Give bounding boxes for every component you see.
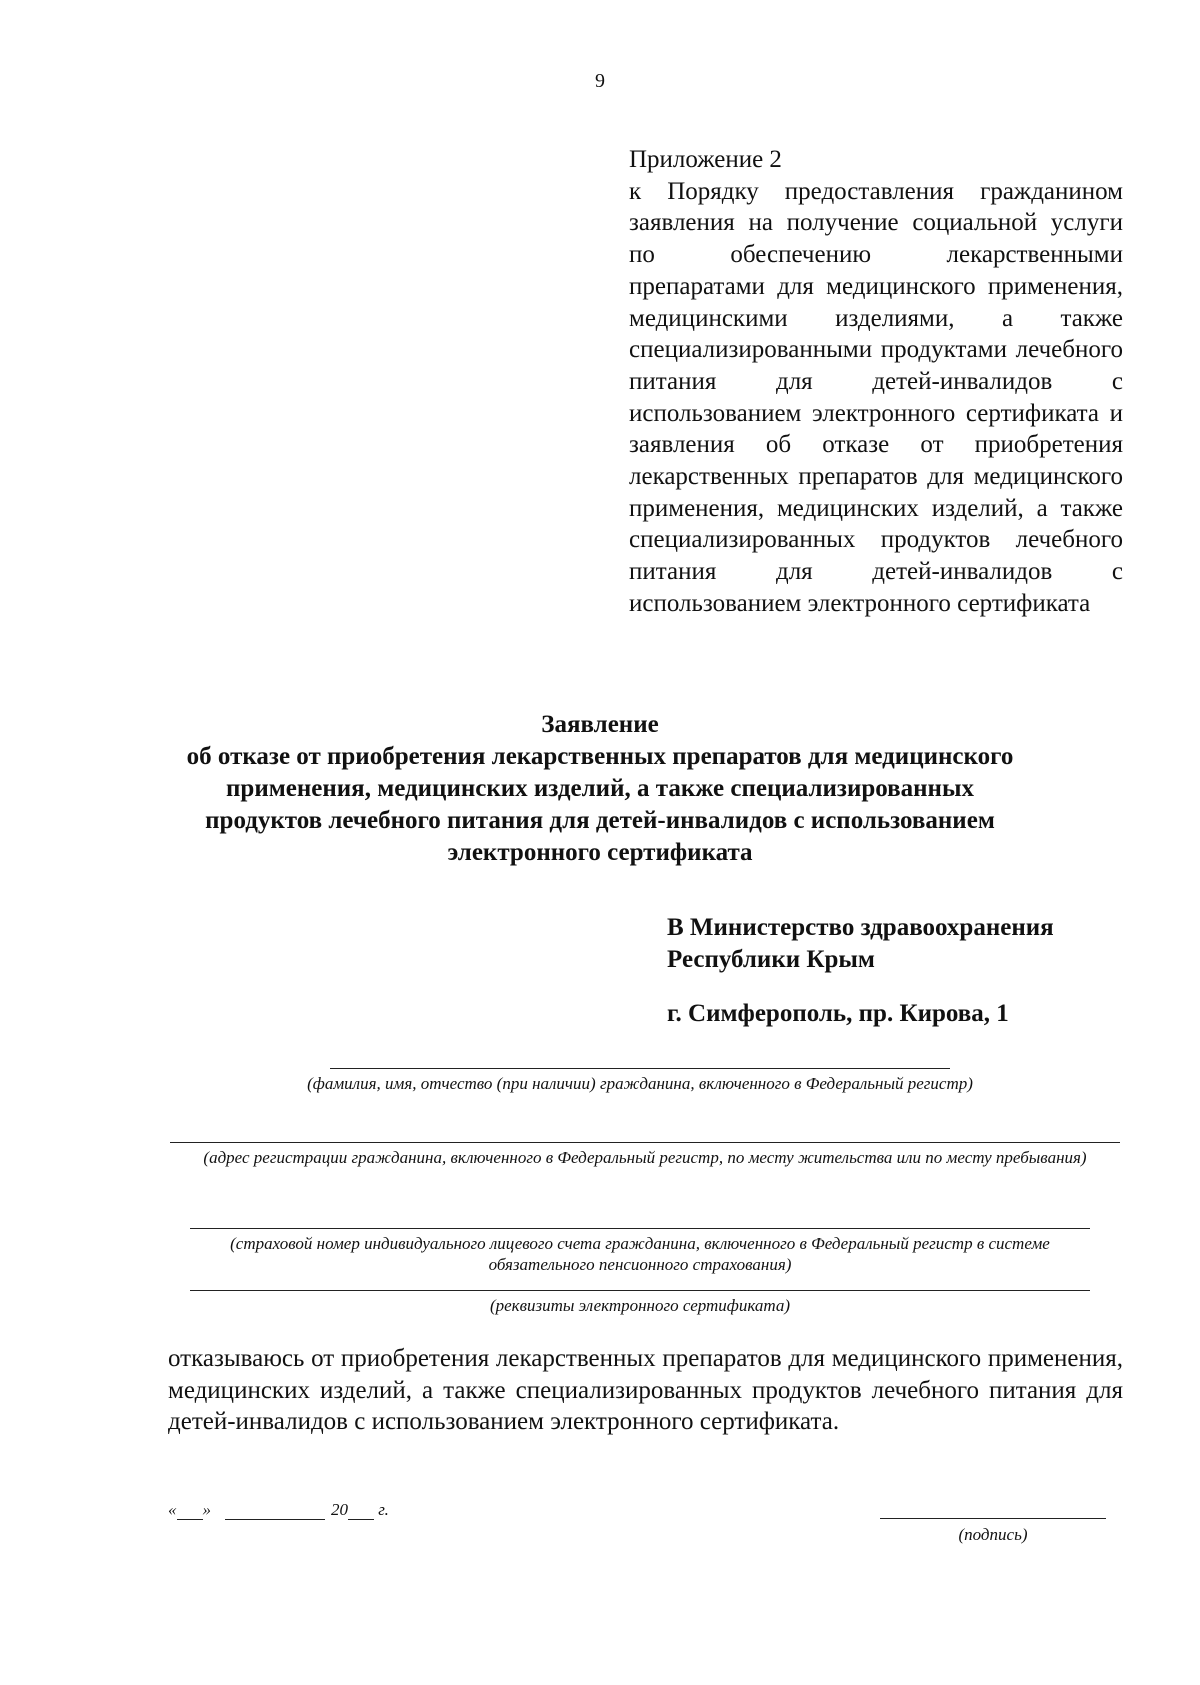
title-line-5: электронного сертификата xyxy=(447,839,753,866)
title-line-1: Заявление xyxy=(541,711,659,738)
addressee-line-1: В Министерство здравоохранения xyxy=(667,914,1054,941)
appendix-block xyxy=(629,144,1123,620)
title-line-3: применения, медицинских изделий, а также специализированных xyxy=(226,775,974,802)
signature-blank-line xyxy=(880,1518,1106,1519)
appendix-body: к Порядку предоставления гражданином заявления на получение социальной услуги по обеспечению лекарственными препаратами для медицинского применения, медицинскими изделиями, а также специализированными продуктами лечебного питания для детей-инвалидов с использованием электронного сертификата и заявления об отказе от приобретения лекарственных препаратов для медицинского применения, медицинских изделий, а также специализированных продуктов лечебного питания для детей-инвалидов с использованием электронного сертификата xyxy=(629,177,1123,617)
snils-caption: (страховой номер индивидуального лицевого счета гражданина, включенного в Федеральный регистр в системе обязательного пенсионного страхования) xyxy=(230,1234,1050,1274)
title-line-2: об отказе от приобретения лекарственных препаратов для медицинского xyxy=(186,743,1014,770)
signature-field xyxy=(880,1518,1106,1545)
month-blank xyxy=(225,1505,325,1520)
certificate-blank-line xyxy=(190,1290,1090,1291)
year-blank xyxy=(348,1505,374,1520)
page-number: 9 xyxy=(595,70,605,92)
date-close-quote: » xyxy=(202,1500,211,1519)
fio-field xyxy=(240,1068,1040,1094)
fio-caption: (фамилия, имя, отчество (при наличии) гражданина, включенного в Федеральный регистр) xyxy=(307,1074,973,1093)
signature-caption: (подпись) xyxy=(958,1525,1028,1544)
certificate-caption: (реквизиты электронного сертификата) xyxy=(489,1296,791,1315)
document-title xyxy=(150,709,1050,869)
title-line-4: продуктов лечебного питания для детей-инвалидов с использованием xyxy=(205,807,995,834)
addressee-address: г. Симферополь, пр. Кирова, 1 xyxy=(667,1000,1009,1027)
addressee-line-2: Республики Крым xyxy=(667,946,875,973)
appendix-title: Приложение 2 xyxy=(629,146,782,173)
certificate-field xyxy=(190,1290,1090,1316)
addressee-block xyxy=(667,912,1137,1030)
date-line xyxy=(168,1500,389,1520)
fio-blank-line xyxy=(330,1068,950,1069)
address-caption: (адрес регистрации гражданина, включенного в Федеральный регистр, по месту жительства или по месту пребывания) xyxy=(203,1148,1087,1167)
day-blank xyxy=(177,1505,203,1520)
snils-field xyxy=(190,1228,1090,1275)
address-blank-line xyxy=(170,1142,1120,1143)
year-suffix: г. xyxy=(378,1500,389,1519)
date-open-quote: « xyxy=(168,1500,177,1519)
statement-text: отказываюсь от приобретения лекарственных препаратов для медицинского применения, медицинских изделий, а также специализированных продуктов лечебного питания для детей-инвалидов с использованием электронного сертификата. xyxy=(168,1345,1123,1435)
snils-blank-line xyxy=(190,1228,1090,1229)
address-field xyxy=(170,1142,1120,1168)
year-prefix: 20 xyxy=(331,1500,348,1519)
